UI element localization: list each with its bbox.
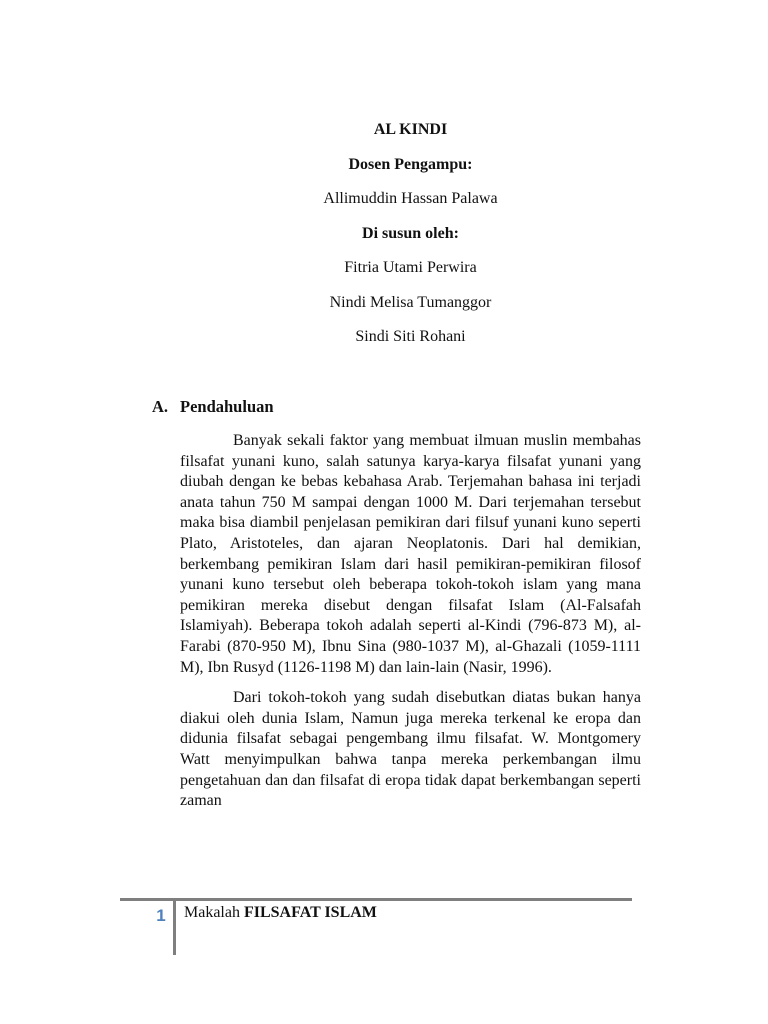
title-block — [180, 119, 641, 361]
section-heading — [152, 397, 274, 417]
document-title: AL KINDI — [373, 121, 448, 138]
footer-course-title: FILSAFAT ISLAM — [243, 904, 377, 921]
footer-vertical-rule — [173, 898, 176, 955]
body-text — [180, 431, 641, 822]
footer-horizontal-rule — [120, 898, 632, 901]
lecturer-label: Dosen Pengampu: — [348, 155, 473, 173]
paragraph: Banyak sekali faktor yang membuat ilmuan muslin membahas filsafat yunani kuno, salah satunya karya-karya filsafat yunani yang diubah dengan ke bebas kebahasa Arab. Terjemahan bahasa ini terjadi anata tahun 750 M sampai dengan 1000 M. Dari terjemahan tersebut maka bisa diambil penjelasan pemikiran dari filsuf yunani kuno seperti Plato, Aristoteles, dan ajaran Neoplatonis. Dari hal demikian, berkembang pemikiran Islam dari hasil pemikiran-pemikiran filosof yunani kuno tersebut oleh beberapa tokoh-tokoh islam yang mana pemikiran mereka disebut dengan filsafat Islam (Al-Falsafah Islamiyah). Beberapa tokoh adalah seperti al-Kindi (796-873 M), al-Farabi (870-950 M), Ibnu Sina (980-1037 M), al-Ghazali (1059-1111 M), Ibn Rusyd (1126-1198 M) dan lain-lain (Nasir, 1996). — [180, 432, 641, 676]
page-number: 1 — [156, 906, 166, 925]
footer-prefix: Makalah — [184, 904, 240, 921]
footer-text — [184, 903, 377, 923]
author-name: Sindi Siti Rohani — [355, 328, 466, 345]
paragraph: Dari tokoh-tokoh yang sudah disebutkan diatas bukan hanya diakui oleh dunia Islam, Namun juga mereka terkenal ke eropa dan didunia filsafat sebagai pengembang ilmu filsafat. W. Montgomery Watt menyimpulkan bahwa tanpa mereka perkembangan ilmu pengetahuan dan dan filsafat di eropa tidak dapat berkembangan seperti zaman — [180, 689, 641, 810]
lecturer-name: Allimuddin Hassan Palawa — [323, 190, 498, 207]
section-title: Pendahuluan — [180, 397, 274, 416]
authors-label: Di susun oleh: — [362, 224, 459, 242]
author-name: Nindi Melisa Tumanggor — [329, 293, 492, 311]
section-number: A. — [152, 397, 169, 416]
author-name: Fitria Utami Perwira — [344, 259, 477, 276]
